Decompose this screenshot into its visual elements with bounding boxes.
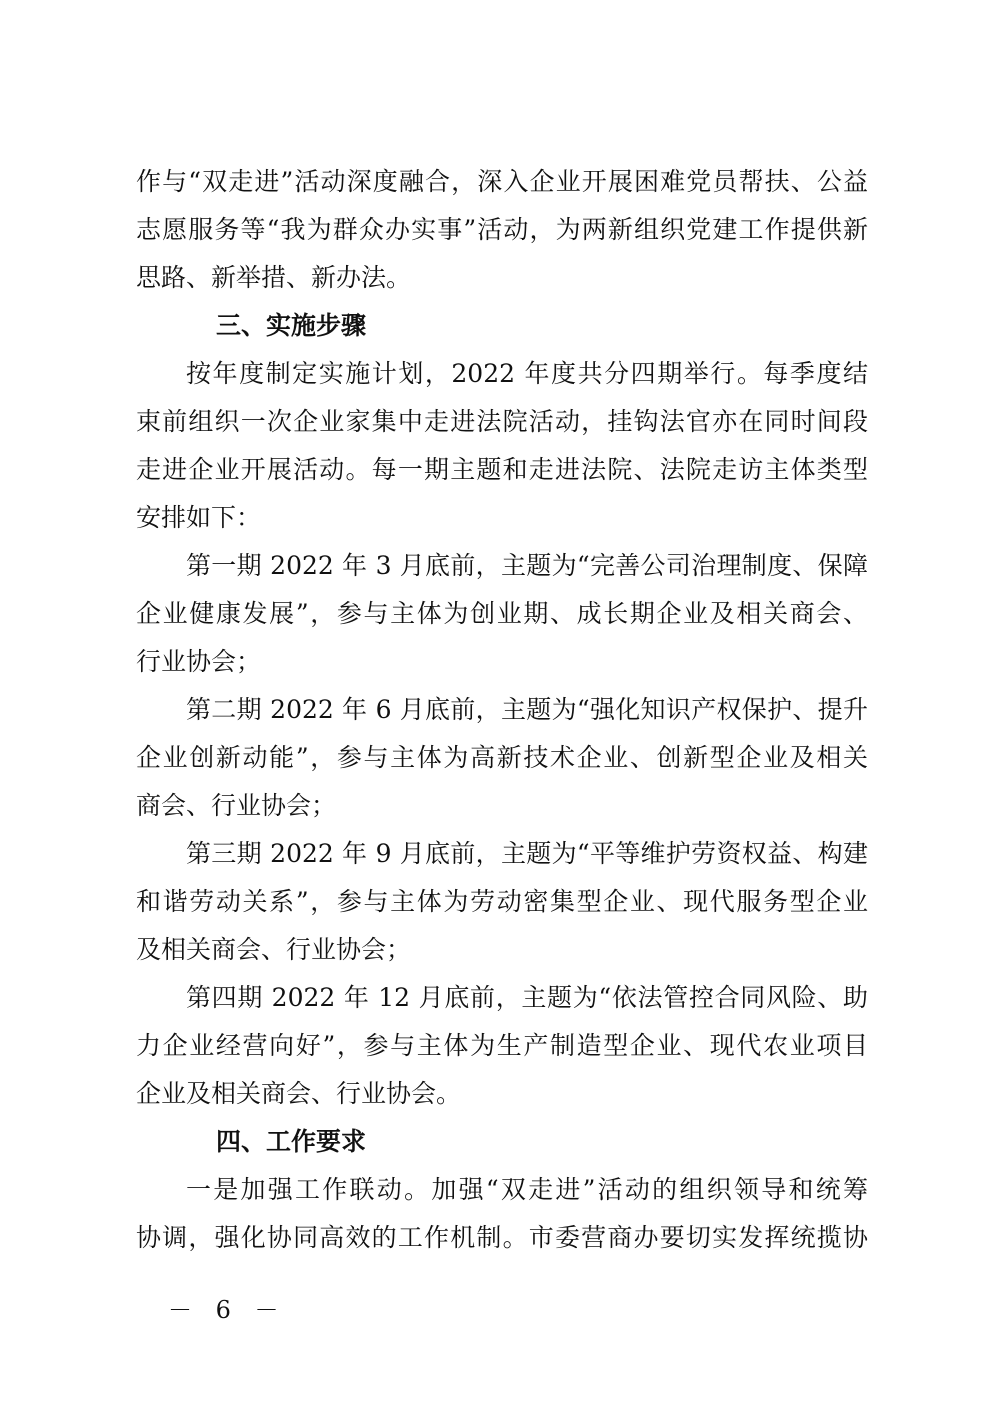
document-body [136, 158, 868, 1262]
section-heading: 四、工作要求 [216, 1127, 367, 1156]
paragraph [136, 350, 868, 542]
text-line: 第一期 2022 年 3 月底前，主题为“完善公司治理制度、保障 [186, 551, 868, 580]
text-line: 作与“双走进”活动深度融合，深入企业开展困难党员帮扶、公益 [136, 167, 868, 196]
paragraph [136, 974, 868, 1118]
paragraph [136, 158, 868, 302]
text-line: 和谐劳动关系”，参与主体为劳动密集型企业、现代服务型企业 [136, 887, 868, 916]
text-line: 商会、行业协会； [136, 791, 337, 820]
paragraph [136, 830, 868, 974]
text-line: 束前组织一次企业家集中走进法院活动，挂钩法官亦在同时间段 [136, 407, 868, 436]
paragraph [136, 542, 868, 686]
paragraph [136, 1166, 868, 1262]
text-line: 企业创新动能”，参与主体为高新技术企业、创新型企业及相关 [136, 743, 868, 772]
text-line: 企业及相关商会、行业协会。 [136, 1079, 462, 1108]
text-line: 第三期 2022 年 9 月底前，主题为“平等维护劳资权益、构建 [186, 839, 868, 868]
text-line: 行业协会； [136, 647, 262, 676]
text-line: 及相关商会、行业协会； [136, 935, 412, 964]
text-line: 协调，强化协同高效的工作机制。市委营商办要切实发挥统揽协 [136, 1223, 868, 1252]
text-line: 第四期 2022 年 12 月底前，主题为“依法管控合同风险、助 [186, 983, 868, 1012]
text-line: 走进企业开展活动。每一期主题和走进法院、法院走访主体类型 [136, 455, 868, 484]
section-heading: 三、实施步骤 [216, 311, 367, 340]
text-line: 企业健康发展”，参与主体为创业期、成长期企业及相关商会、 [136, 599, 868, 628]
text-line: 思路、新举措、新办法。 [136, 263, 412, 292]
text-line: 第二期 2022 年 6 月底前，主题为“强化知识产权保护、提升 [186, 695, 868, 724]
text-line: 安排如下： [136, 503, 262, 532]
paragraph [136, 686, 868, 830]
text-line: 力企业经营向好”，参与主体为生产制造型企业、现代农业项目 [136, 1031, 868, 1060]
text-line: 一是加强工作联动。加强“双走进”活动的组织领导和统筹 [186, 1175, 868, 1204]
text-line: 按年度制定实施计划，2022 年度共分四期举行。每季度结 [186, 359, 868, 388]
text-line: 志愿服务等“我为群众办实事”活动，为两新组织党建工作提供新 [136, 215, 868, 244]
page-number: － 6 － [168, 1296, 287, 1324]
